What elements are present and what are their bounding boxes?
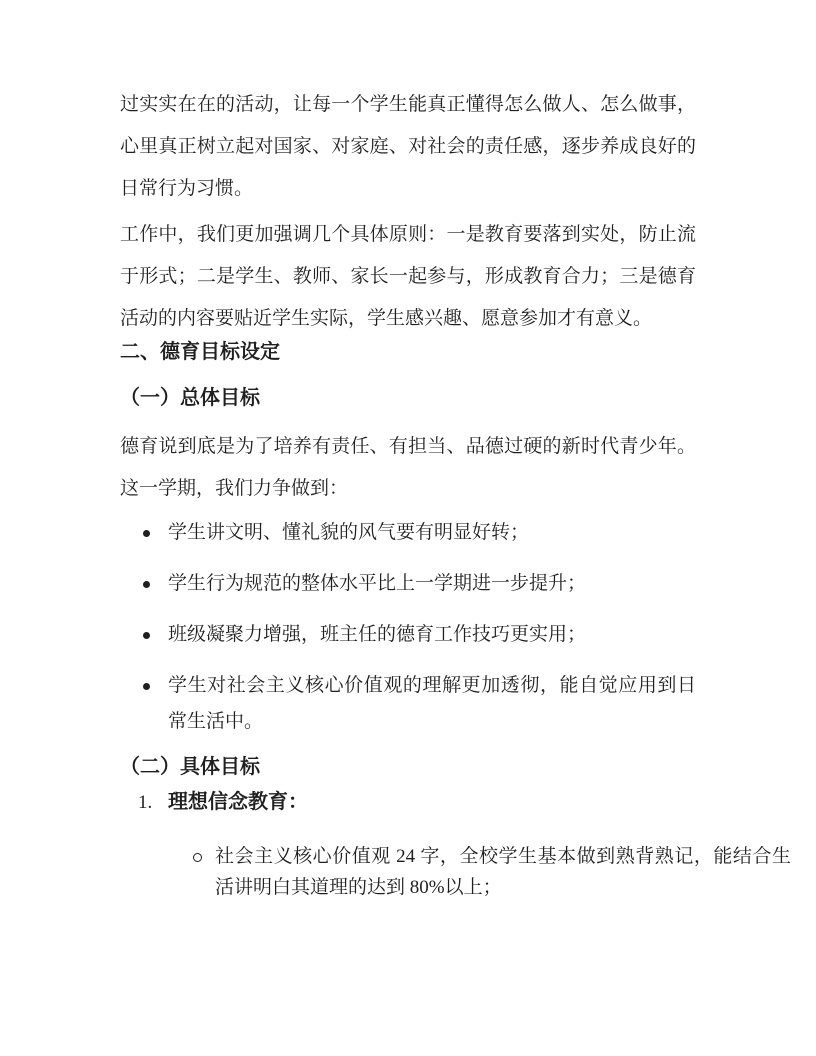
section-heading: 二、德育目标设定	[120, 341, 280, 363]
intro-paragraph: 过实实在在的活动，让每一个学生能真正懂得怎么做人、怎么做事，心里真正树立起对国家、对家庭、对社会的责任感，逐步养成良好的日常行为习惯。	[120, 94, 696, 199]
principles-paragraph: 工作中，我们更加强调几个具体原则：一是教育要落到实处，防止流于形式；二是学生、教师、家长一起参与，形成教育合力；三是德育活动的内容要贴近学生实际，学生感兴趣、愿意参加才有意义。	[120, 224, 696, 329]
sub-list-item	[120, 841, 791, 903]
subsection-heading-specific-goals: （二）具体目标	[120, 756, 260, 778]
list-item	[120, 566, 696, 602]
sub-list-item-text: 社会主义核心价值观 24 字，全校学生基本做到熟背熟记，能结合生活讲明白其道理的达到 80%以上；	[215, 846, 791, 898]
bullet-icon	[143, 581, 150, 588]
list-item-text: 学生行为规范的整体水平比上一学期进一步提升；	[168, 573, 587, 594]
list-item-text: 学生对社会主义核心价值观的理解更加透彻，能自觉应用到日常生活中。	[168, 675, 696, 732]
goal-bullet-list	[120, 515, 696, 755]
numbered-item	[120, 787, 714, 818]
bullet-icon	[143, 530, 150, 537]
bullet-icon	[143, 683, 150, 690]
circle-bullet-icon	[193, 853, 202, 862]
list-item	[120, 668, 696, 740]
overall-goal-paragraph: 德育说到底是为了培养有责任、有担当、品德过硬的新时代青少年。这一学期，我们力争做到：	[120, 436, 696, 499]
numbered-item-title: 理想信念教育：	[168, 791, 308, 813]
list-item	[120, 617, 696, 653]
numbered-item-number: 1.	[138, 792, 153, 813]
subsection-heading-overall-goals: （一）总体目标	[120, 387, 260, 409]
list-item	[120, 515, 696, 551]
bullet-icon	[143, 632, 150, 639]
list-item-text: 班级凝聚力增强，班主任的德育工作技巧更实用；	[168, 624, 587, 645]
list-item-text: 学生讲文明、懂礼貌的风气要有明显好转；	[168, 522, 530, 543]
